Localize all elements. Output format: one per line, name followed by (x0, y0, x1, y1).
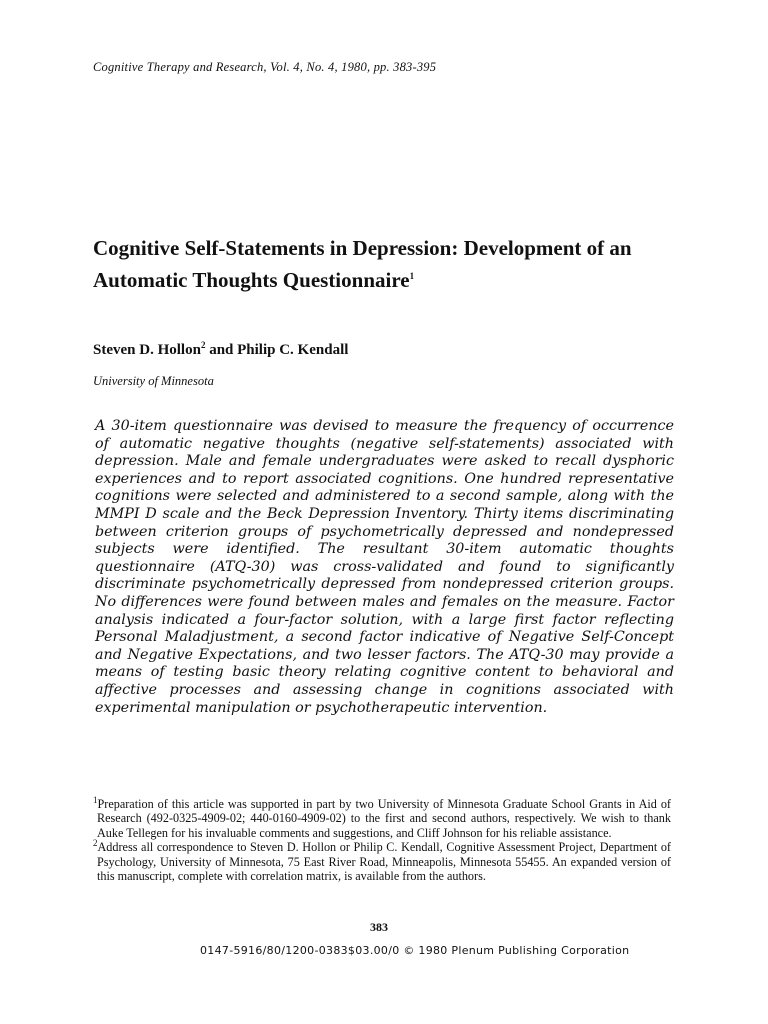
author-hollon: Steven D. Hollon (93, 342, 201, 358)
footnote-1 (93, 794, 671, 840)
footnote-2 (93, 840, 671, 883)
footnote-1-marker: 1 (93, 794, 98, 805)
author-line (93, 342, 348, 359)
article-title-text: Cognitive Self-Statements in Depression: Development of an Automatic Thoughts Questionnaire (93, 236, 632, 292)
article-title (93, 232, 693, 296)
title-footnote-marker: 1 (409, 271, 415, 281)
abstract: A 30-item questionnaire was devised to measure the frequency of occurrence of automatic negative thoughts (negative self-statements) associated with depression. Male and female undergraduates were asked to recall dysphoric experiences and to report associated cognitions. One hundred representative cognitions were selected and administered to a second sample, along with the MMPI D scale and the Beck Depression Inventory. Thirty items discriminating between criterion groups of psychometrically depressed and nondepressed subjects were identified. The resultant 30-item automatic thoughts questionnaire (ATQ-30) was cross-validated and found to significantly discriminate psychometrically depressed from nondepressed criterion groups. No differences were found between males and females on the measure. Factor analysis indicated a four-factor solution, with a large first factor reflecting Personal Maladjustment, a second factor indicative of Negative Self-Concept and Negative Expectations, and two lesser factors. The ATQ-30 may provide a means of testing basic theory relating cognitive content to behavioral and affective processes and assessing change in cognitions associated with experimental manipulation or psychotherapeutic intervention. (95, 418, 674, 716)
author-kendall: Philip C. Kendall (237, 342, 349, 358)
copyright-line: 0147-5916/80/1200-0383$03.00/0 © 1980 Plenum Publishing Corporation (200, 944, 630, 957)
page-number: 383 (370, 920, 388, 934)
author-conjunction: and (205, 342, 238, 358)
journal-reference: Cognitive Therapy and Research, Vol. 4, No. 4, 1980, pp. 383-395 (93, 60, 437, 74)
footnote-2-text: Address all correspondence to Steven D. Hollon or Philip C. Kendall, Cognitive Assessment Project, Department of Psychology, University of Minnesota, 75 East River Road, Minneapolis, Minnesota 55455. An expanded version of this manuscript, complete with correlation matrix, is available from the authors. (97, 840, 671, 884)
footnote-2-marker: 2 (93, 838, 98, 849)
footnote-1-text: Preparation of this article was supported in part by two University of Minnesota Graduate School Grants in Aid of Research (492-0325-4909-02; 440-0160-4909-02) to the first and second authors, respectively. We wish to thank Auke Tellegen for his invaluable comments and suggestions, and Cliff Johnson for his reliable assistance. (97, 797, 671, 840)
author-footnote-marker: 2 (200, 340, 206, 350)
footnotes (93, 794, 671, 884)
affiliation: University of Minnesota (93, 374, 214, 388)
